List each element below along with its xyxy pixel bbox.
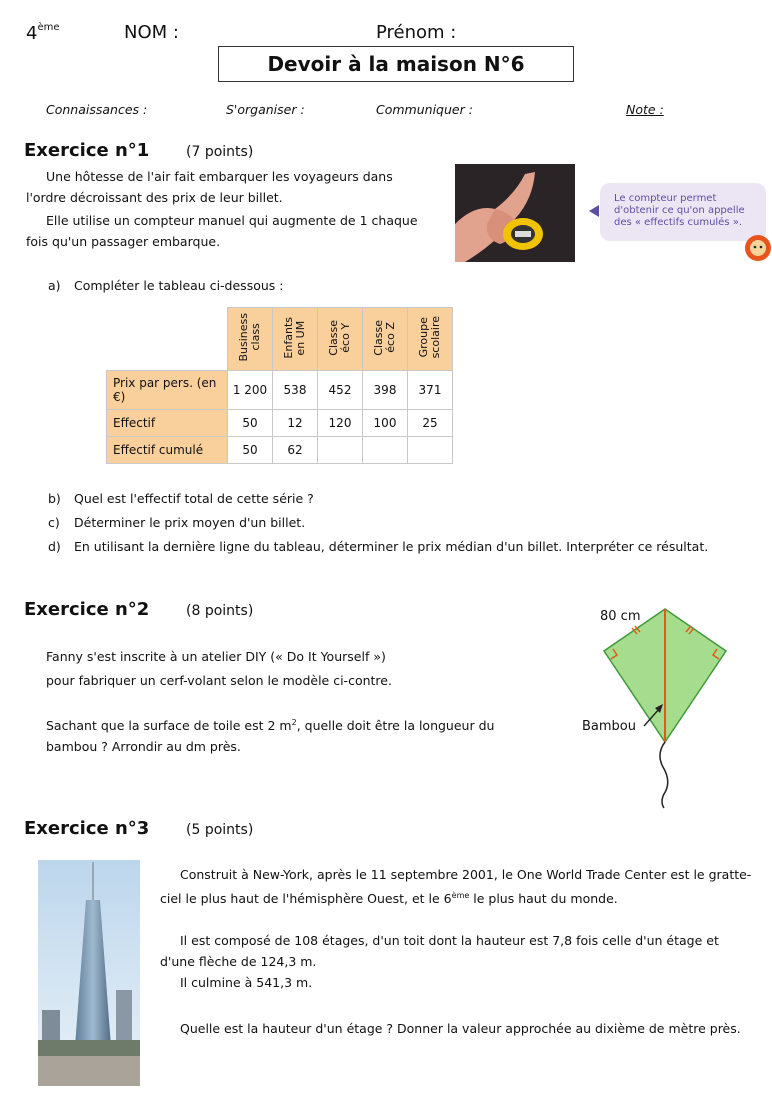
column-header: Enfants en UM: [273, 308, 318, 371]
ex1-question-c: c) Déterminer le prix moyen d'un billet.: [48, 515, 306, 530]
frequency-table: [106, 307, 453, 464]
column-header: Classe éco Z: [363, 308, 408, 371]
ex2-line4: bambou ? Arrondir au dm près.: [46, 739, 241, 754]
table-cell: 50: [228, 437, 273, 464]
table-cell: 25: [408, 410, 453, 437]
table-cell: 538: [273, 371, 318, 410]
ex3-title: Exercice n°3: [24, 818, 150, 839]
note-label: Note :: [626, 102, 664, 117]
kite-icon: [580, 604, 740, 810]
table-cell: 100: [363, 410, 408, 437]
table-row: [107, 410, 453, 437]
ex1-questions: [48, 487, 763, 559]
table-row: [107, 371, 453, 410]
row-header: Prix par pers. (en €): [107, 371, 228, 410]
ex1-title: Exercice n°1: [24, 140, 150, 161]
criterion-connaissances: Connaissances :: [46, 102, 148, 117]
info-bubble: Le compteur permet d'obtenir ce qu'on appelle des « effectifs cumulés ».: [600, 183, 766, 241]
ex3-para1: Construit à New-York, après le 11 septembre 2001, le One World Trade Center est le gratte-ciel le plus haut de l'hémisphère Ouest, et le 6ème le plus haut du monde.: [160, 867, 752, 907]
ex1-question-b: b) Quel est l'effectif total de cette série ?: [48, 491, 314, 506]
counter-photo: [455, 164, 575, 262]
bubble-pointer: [589, 205, 599, 217]
table-cell-blank[interactable]: [408, 437, 453, 464]
ex2-points: (8 points): [186, 603, 254, 619]
ex2-title: Exercice n°2: [24, 599, 150, 620]
ex1-question-a: a) Compléter le tableau ci-dessous :: [48, 278, 284, 293]
ex1-points: (7 points): [186, 144, 254, 160]
ex3-para3: Il culmine à 541,3 m.: [180, 975, 313, 990]
kite-diagram: [580, 604, 740, 810]
table-cell: 1 200: [228, 371, 273, 410]
grade-level: 4ème: [26, 22, 60, 44]
table-cell: 452: [318, 371, 363, 410]
table-cell: 371: [408, 371, 453, 410]
column-header: Business class: [228, 308, 273, 371]
table-row: [107, 437, 453, 464]
table-cell: 12: [273, 410, 318, 437]
tower-photo: [38, 860, 140, 1086]
ex3-para2: Il est composé de 108 étages, d'un toit dont la hauteur est 7,8 fois celle d'un étage et d'une flèche de 124,3 m.: [160, 933, 719, 969]
page-title: Devoir à la maison N°6: [218, 46, 574, 82]
table-cell: 62: [273, 437, 318, 464]
table-cell: 120: [318, 410, 363, 437]
criterion-communiquer: Communiquer :: [376, 102, 473, 117]
kite-label-top: 80 cm: [600, 609, 641, 624]
ex3-points: (5 points): [186, 822, 254, 838]
nom-label: NOM :: [124, 22, 179, 43]
row-header: Effectif cumulé: [107, 437, 228, 464]
column-header: Groupe scolaire: [408, 308, 453, 371]
ex2-line1: Fanny s'est inscrite à un atelier DIY (« Do It Yourself »): [46, 649, 386, 664]
table-cell-blank[interactable]: [363, 437, 408, 464]
prenom-label: Prénom :: [376, 22, 457, 43]
ex1-para2: Elle utilise un compteur manuel qui augmente de 1 chaque fois qu'un passager embarque.: [26, 213, 418, 249]
ex2-line3: Sachant que la surface de toile est 2 $m^2$, quelle doit être la longueur du: [46, 718, 495, 734]
row-header: Effectif: [107, 410, 228, 437]
criterion-organiser: S'organiser :: [226, 102, 305, 117]
column-header: Classe éco Y: [318, 308, 363, 371]
kite-label-bamboo: Bambou: [582, 719, 636, 734]
mascot-icon: [744, 230, 772, 268]
ex1-para1: Une hôtesse de l'air fait embarquer les voyageurs dans l'ordre décroissant des prix de leur billet.: [26, 169, 393, 205]
ex1-question-d: d) En utilisant la dernière ligne du tableau, déterminer le prix médian d'un billet. Interpréter ce résultat.: [48, 539, 709, 554]
table-cell-blank[interactable]: [318, 437, 363, 464]
ex2-line2: pour fabriquer un cerf-volant selon le modèle ci-contre.: [46, 673, 392, 688]
skyscraper-icon: [38, 860, 140, 1086]
hand-counter-icon: [455, 164, 575, 262]
table-cell: 50: [228, 410, 273, 437]
table-cell: 398: [363, 371, 408, 410]
ex3-para4: Quelle est la hauteur d'un étage ? Donner la valeur approchée au dixième de mètre près.: [180, 1021, 741, 1036]
